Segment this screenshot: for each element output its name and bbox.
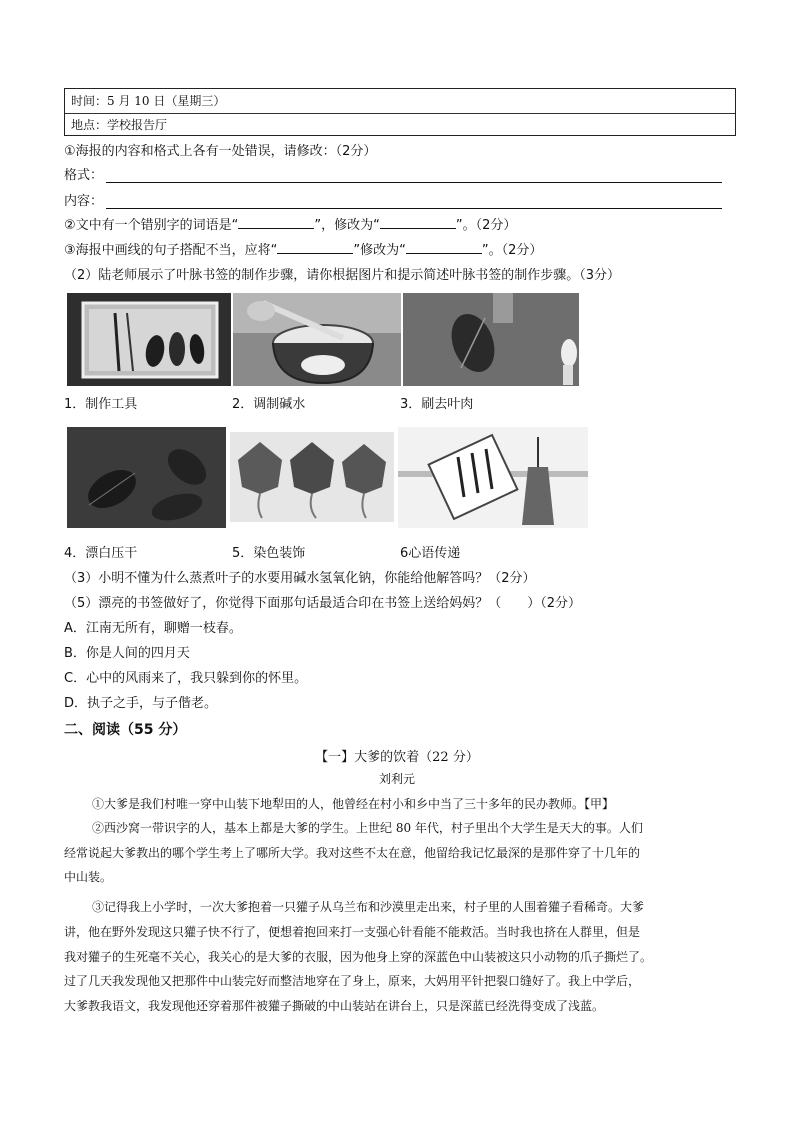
q3-prompt: （3）小明不懂为什么蒸煮叶子的水要用碱水氢氧化钠，你能给他解答吗？（2分） [64, 571, 536, 586]
passage-para-2: ②西沙窝一带识字的人，基本上都是大爹的学生。上世纪 80 年代，村子里出个大学生是天大的事。人们 [92, 821, 643, 835]
step-6-caption: 6心语传递 [400, 546, 461, 561]
q1-sub3-text-b: ”修改为“ [353, 243, 406, 258]
q1-sub2-text-b: ”，修改为“ [314, 218, 380, 233]
step-3-caption: 3．刷去叶肉 [400, 397, 474, 412]
q1-sub3-text-c: ”。（2分） [481, 243, 543, 258]
photo-bleach-press [67, 427, 226, 528]
passage-para-1: ①大爹是我们村唯一穿中山装下地犁田的人，他曾经在村小和乡中当了三十多年的民办教师。【甲】 [92, 797, 615, 811]
event-info-box [64, 88, 736, 136]
q2-prompt: （2）陆老师展示了叶脉书签的制作步骤，请你根据图片和提示简述叶脉书签的制作步骤。（3分） [64, 268, 621, 283]
photo-tools [67, 293, 231, 386]
revised-phrase-blank[interactable] [406, 241, 482, 254]
photo-dye-decorate [230, 432, 394, 522]
passage-para-2-line-2: 经常说起大爹教出的哪个学生考上了哪所大学。我对这些不太在意，他留给我记忆最深的是那件穿了十几年的 [64, 846, 641, 860]
q1-intro: ①海报的内容和格式上各有一处错误，请修改：（2分） [64, 144, 377, 159]
event-place: 地点：学校报告厅 [71, 118, 168, 132]
q1-sub3 [64, 241, 542, 261]
passage-para-3-line-5: 大爹教我语文，我发现他还穿着那件被獾子撕破的中山装站在讲台上，只是深蓝已经洗得变成了浅蓝。 [64, 999, 605, 1013]
content-label: 内容： [64, 194, 104, 209]
corrected-word-blank[interactable] [380, 216, 456, 229]
passage-author: 刘利元 [378, 772, 415, 786]
step-1-caption: 1．制作工具 [64, 397, 138, 412]
content-answer-line[interactable] [106, 208, 722, 209]
step-4-caption: 4．漂白压干 [64, 546, 138, 561]
step-5-caption: 5．染色装饰 [232, 546, 306, 561]
q1-sub3-text-a: ③海报中画线的句子搭配不当，应将“ [64, 243, 278, 258]
option-a[interactable]: A．江南无所有，聊赠一枝春。 [64, 621, 242, 636]
passage-para-3-line-2: 讲，他在野外发现这只獾子快不行了，便想着抱回来打一支强心针看能不能救活。当时我也挤在人群里，但是 [64, 925, 641, 939]
passage-para-3-line-3: 我对獾子的生死毫不关心，我关心的是大爹的衣服，因为他身上穿的深蓝色中山装被这只小动物的爪子撕烂了。 [64, 950, 653, 964]
phrase-blank[interactable] [277, 241, 353, 254]
passage-para-3: ③记得我上小学时，一次大爹抱着一只獾子从乌兰布和沙漠里走出来，村子里的人围着獾子看稀奇。大爹 [92, 900, 645, 914]
q1-sub2-text-c: ”。（2分） [455, 218, 517, 233]
photo-bookmark-message [398, 427, 588, 528]
option-c[interactable]: C．心中的风雨来了，我只躲到你的怀里。 [64, 671, 308, 686]
q5-prompt: （5）漂亮的书签做好了，你觉得下面那句话最适合印在书签上送给妈妈？（ ）（2分） [64, 596, 582, 611]
format-label: 格式： [64, 168, 104, 183]
passage-para-3-line-4: 过了几天我发现他又把那件中山装完好而整洁地穿在了身上，原来，大妈用平针把裂口缝好了。我上中学后， [64, 974, 641, 988]
photo-alkali-water [233, 293, 401, 386]
q1-sub2-text-a: ②文中有一个错别字的词语是“ [64, 218, 239, 233]
event-time: 时间：5 月 10 日（星期三） [65, 89, 735, 114]
format-answer-line[interactable] [106, 182, 722, 183]
passage-para-2-line-3: 中山装。 [64, 870, 113, 884]
passage-title: 【一】大爹的饮着（22 分） [315, 750, 479, 765]
step-2-caption: 2．调制碱水 [232, 397, 306, 412]
section-2-title: 二、阅读（55 分） [64, 722, 187, 738]
photo-brush-leaf [403, 293, 579, 386]
q1-sub2 [64, 216, 516, 236]
wrong-word-blank[interactable] [238, 216, 314, 229]
option-d[interactable]: D．执子之手，与子偕老。 [64, 696, 218, 711]
option-b[interactable]: B．你是人间的四月天 [64, 646, 190, 661]
